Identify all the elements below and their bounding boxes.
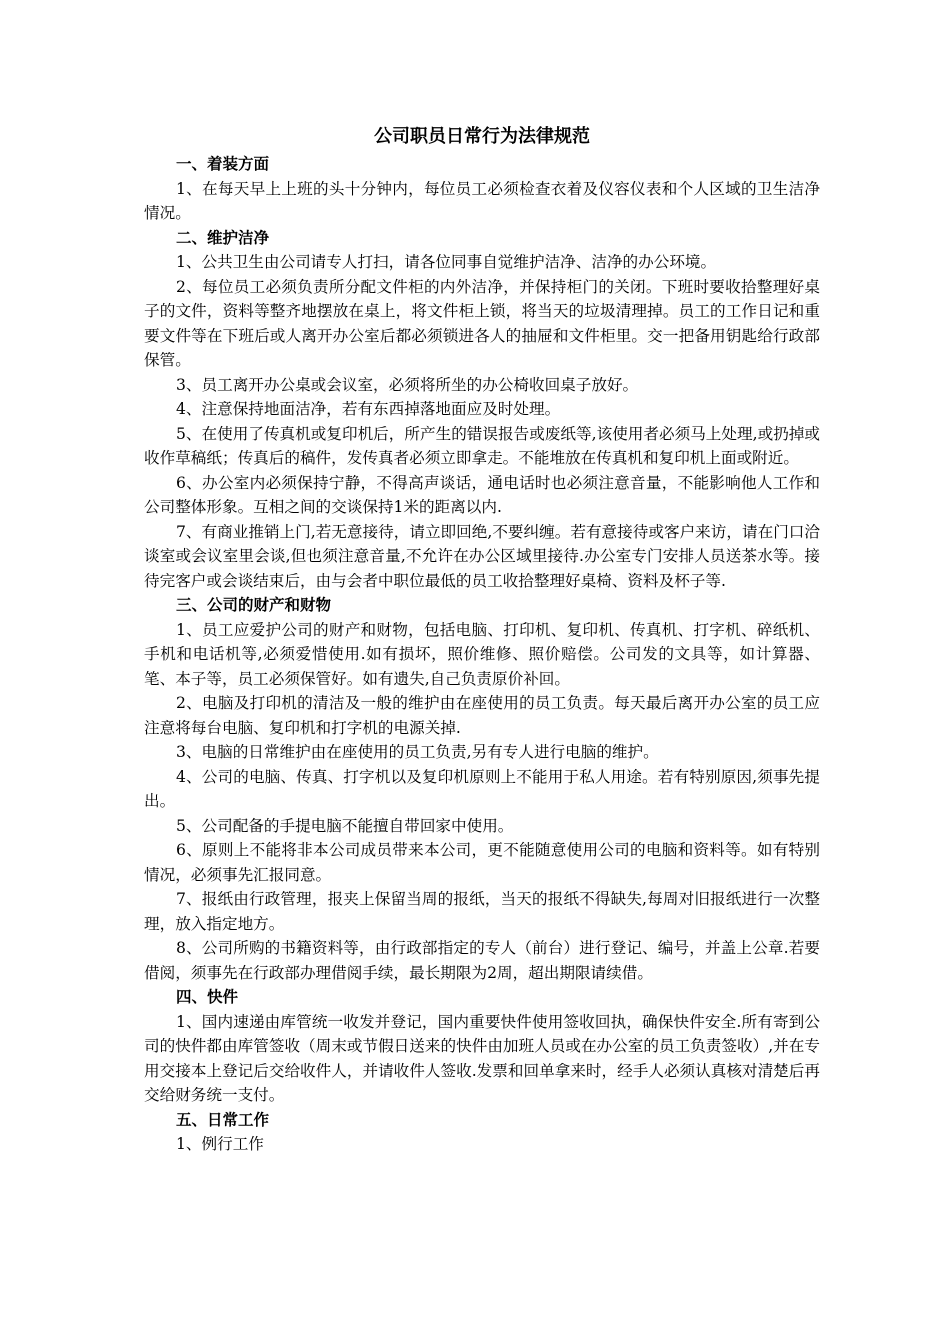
section-heading: 一、着装方面: [176, 155, 270, 173]
paragraph: 7、报纸由行政管理，报夹上保留当周的报纸，当天的报纸不得缺失,每周对旧报纸进行一次整理，放入指定地方。: [144, 890, 820, 933]
paragraph: 3、员工离开办公桌或会议室，必须将所坐的办公椅收回桌子放好。: [176, 375, 639, 394]
paragraph: 4、公司的电脑、传真、打字机以及复印机原则上不能用于私人用途。若有特别原因,须事先提出。: [144, 767, 820, 810]
paragraph: 1、在每天早上上班的头十分钟内，每位员工必须检查衣着及仪容仪表和个人区域的卫生洁净情况。: [144, 179, 820, 222]
paragraph: 2、每位员工必须负责所分配文件柜的内外洁净，并保持柜门的关闭。下班时要收拾整理好桌子的文件，资料等整齐地摆放在桌上，将文件柜上锁，将当天的垃圾清理掉。员工的工作日记和重要文件等在下班后或人离开办公室后都必须锁进各人的抽屉和文件柜里。交一把备用钥匙给行政部保管。: [144, 277, 820, 369]
paragraph: 6、办公室内必须保持宁静，不得高声谈话，通电话时也必须注意音量，不能影响他人工作和公司整体形象。互相之间的交谈保持1米的距离以内.: [144, 473, 820, 516]
document-body: [144, 152, 820, 1157]
paragraph: 1、国内速递由库管统一收发并登记，国内重要快件使用签收回执，确保快件安全.所有寄到公司的快件都由库管签收（周末或节假日送来的快件由加班人员或在办公室的员工负责签收）,并在专用交接本上登记后交给收件人，并请收件人签收.发票和回单拿来时，经手人必须认真核对清楚后再交给财务统一支付。: [144, 1012, 820, 1104]
section-heading: 二、维护洁净: [176, 228, 270, 247]
paragraph: 1、员工应爱护公司的财产和财物，包括电脑、打印机、复印机、传真机、打字机、碎纸机、手机和电话机等,必须爱惜使用.如有损坏，照价维修、照价赔偿。公司发的文具等，如计算器、笔、本子等，员工必须保管好。如有遗失,自己负责原价补回。: [144, 620, 820, 688]
paragraph: 2、电脑及打印机的清洁及一般的维护由在座使用的员工负责。每天最后离开办公室的员工应注意将每台电脑、复印机和打字机的电源关掉.: [144, 694, 820, 737]
paragraph: 7、有商业推销上门,若无意接待，请立即回绝,不要纠缠。若有意接待或客户来访，请在门口洽谈室或会议室里会谈,但也须注意音量,不允许在办公区域里接待.办公室专门安排人员送茶水等。接待完客户或会谈结束后，由与会者中职位最低的员工收拾整理好桌椅、资料及杯子等.: [144, 522, 820, 590]
paragraph: 6、原则上不能将非本公司成员带来本公司，更不能随意使用公司的电脑和资料等。如有特别情况，必须事先汇报同意。: [144, 841, 820, 884]
paragraph: 8、公司所购的书籍资料等，由行政部指定的专人（前台）进行登记、编号，并盖上公章.若要借阅，须事先在行政部办理借阅手续，最长期限为2周，超出期限请续借。: [144, 939, 820, 982]
paragraph: 5、在使用了传真机或复印机后，所产生的错误报告或废纸等,该使用者必须马上处理,或扔掉或收作草稿纸；传真后的稿件，发传真者必须立即拿走。不能堆放在传真机和复印机上面或附近。: [144, 424, 820, 467]
paragraph: 3、电脑的日常维护由在座使用的员工负责,另有专人进行电脑的维护。: [176, 743, 659, 761]
document-page: [144, 122, 820, 1157]
section-heading: 五、日常工作: [176, 1110, 270, 1129]
paragraph: 1、例行工作: [176, 1135, 264, 1153]
section-heading: 四、快件: [176, 988, 239, 1006]
paragraph: 4、注意保持地面洁净，若有东西掉落地面应及时处理。: [176, 400, 561, 418]
section-heading: 三、公司的财产和财物: [176, 596, 332, 614]
paragraph: 1、公共卫生由公司请专人打扫，请各位同事自觉维护洁净、洁净的办公环境。: [176, 253, 717, 271]
document-title: 公司职员日常行为法律规范: [374, 126, 590, 147]
paragraph: 5、公司配备的手提电脑不能擅自带回家中使用。: [176, 816, 514, 835]
